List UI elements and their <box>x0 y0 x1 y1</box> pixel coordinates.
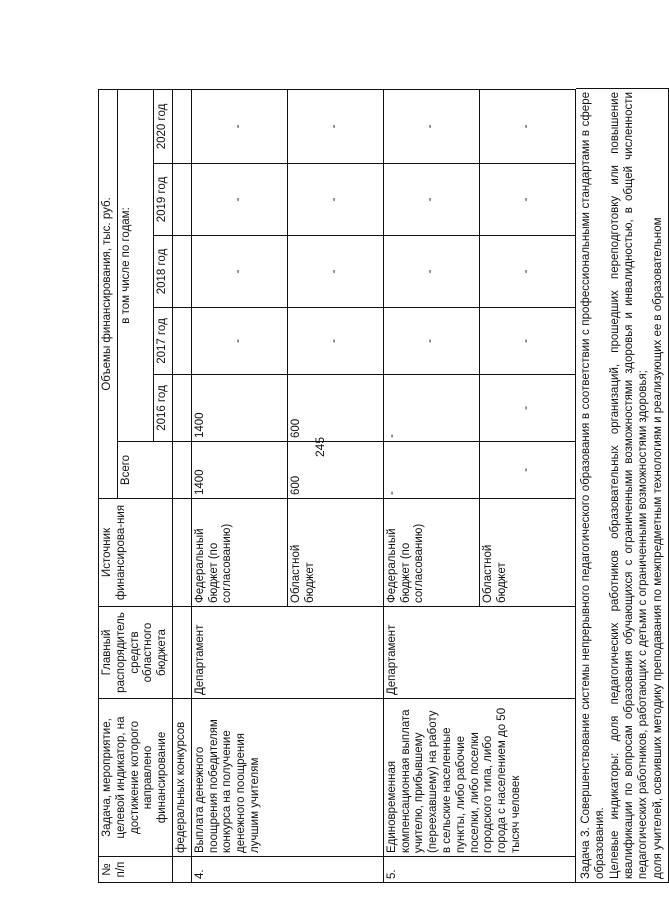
header-including: в том числе по годам: <box>117 89 153 441</box>
header-year-2017: 2017 год <box>154 308 173 375</box>
cell-2018: - <box>479 236 575 308</box>
header-year-2020: 2020 год <box>154 89 173 163</box>
cell-2016: 1400 <box>191 375 287 442</box>
table-row <box>383 89 479 882</box>
cell-2019: - <box>191 164 287 236</box>
row-num: 5. <box>383 857 575 883</box>
cell-2017: - <box>383 308 479 375</box>
row-source: Областной бюджет <box>479 499 575 607</box>
cell-2019: - <box>383 164 479 236</box>
header-year-2019: 2019 год <box>154 164 173 236</box>
cell-2018: - <box>191 236 287 308</box>
header-manager: Главный распорядитель средств областного бюджета <box>99 607 173 699</box>
cell-2020: - <box>479 89 575 163</box>
header-num: № п/п <box>99 857 173 883</box>
funding-table <box>98 89 576 883</box>
cell-total: - <box>479 442 575 499</box>
header-year-2016: 2016 год <box>154 375 173 442</box>
header-total: Всего <box>117 442 172 499</box>
cell-total: - <box>383 442 479 499</box>
rotated-content <box>90 55 664 895</box>
task3-block <box>576 88 669 883</box>
section-empty <box>172 857 191 883</box>
row-manager: Департамент <box>191 607 383 699</box>
cell-total: 600 <box>287 442 383 499</box>
cell-2016: - <box>383 375 479 442</box>
cell-2016: - <box>479 375 575 442</box>
task3-indicator-2: доля учителей, освоивших методику преподавания по межпредметным технологиям и реализующих ее в образовательном <box>651 217 664 879</box>
header-volumes: Объемы финансирования, тыс. руб. <box>99 89 118 498</box>
task3-title: Задача 3. Совершенствование системы непрерывного педагогического образования в соответствии с профессиональными стандартами в сфере образования. <box>579 92 607 879</box>
header-source: Источник финансирова-ния <box>99 499 173 607</box>
cell-2019: - <box>287 164 383 236</box>
row-num: 4. <box>191 857 383 883</box>
section-label: федеральных конкурсов <box>172 699 191 857</box>
page-number: 245 <box>313 436 327 458</box>
cell-2017: - <box>287 308 383 375</box>
row-source: Федеральный бюджет (по согласованию) <box>191 499 287 607</box>
row-task: Выплата денежного поощрения победителям конкурса на получение денежного поощрения лучшим учителям <box>191 699 383 857</box>
row-source: Областной бюджет <box>287 499 383 607</box>
row-manager: Департамент <box>383 607 575 699</box>
cell-total: 1400 <box>191 442 287 499</box>
cell-2020: - <box>383 89 479 163</box>
cell-2020: - <box>287 89 383 163</box>
header-task: Задача, мероприятие, целевой индикатор, на достижение которого направлено финансирование <box>99 699 173 857</box>
cell-2018: - <box>383 236 479 308</box>
header-year-2018: 2018 год <box>154 236 173 308</box>
cell-2020: - <box>191 89 287 163</box>
row-task: Единовременная компенсационная выплата учителю, прибывшему (переехавшему) на работу в сельские населенные пункты, либо рабочие поселки, либо поселки городского типа, либо города с населением до 50 тысяч человек <box>383 699 575 857</box>
cell-2017: - <box>191 308 287 375</box>
cell-2017: - <box>479 308 575 375</box>
table-row <box>191 89 287 882</box>
header-row-1 <box>99 89 118 882</box>
cell-2019: - <box>479 164 575 236</box>
section-row <box>172 89 191 882</box>
row-source: Федеральный бюджет (по согласованию) <box>383 499 479 607</box>
cell-2018: - <box>287 236 383 308</box>
task3-indicators: Целевые индикаторы: доля педагогических работников образовательных организаций, прошедших переподготовку или повышение квалификации по вопросам образования обучающихся с ограниченными возможностями здоровья и инвалидностью, в общей численности педагогических работников, работающих с детьми с ограниченными возможностями здоровья; <box>608 92 650 879</box>
cell-2016: 600 <box>287 375 383 442</box>
